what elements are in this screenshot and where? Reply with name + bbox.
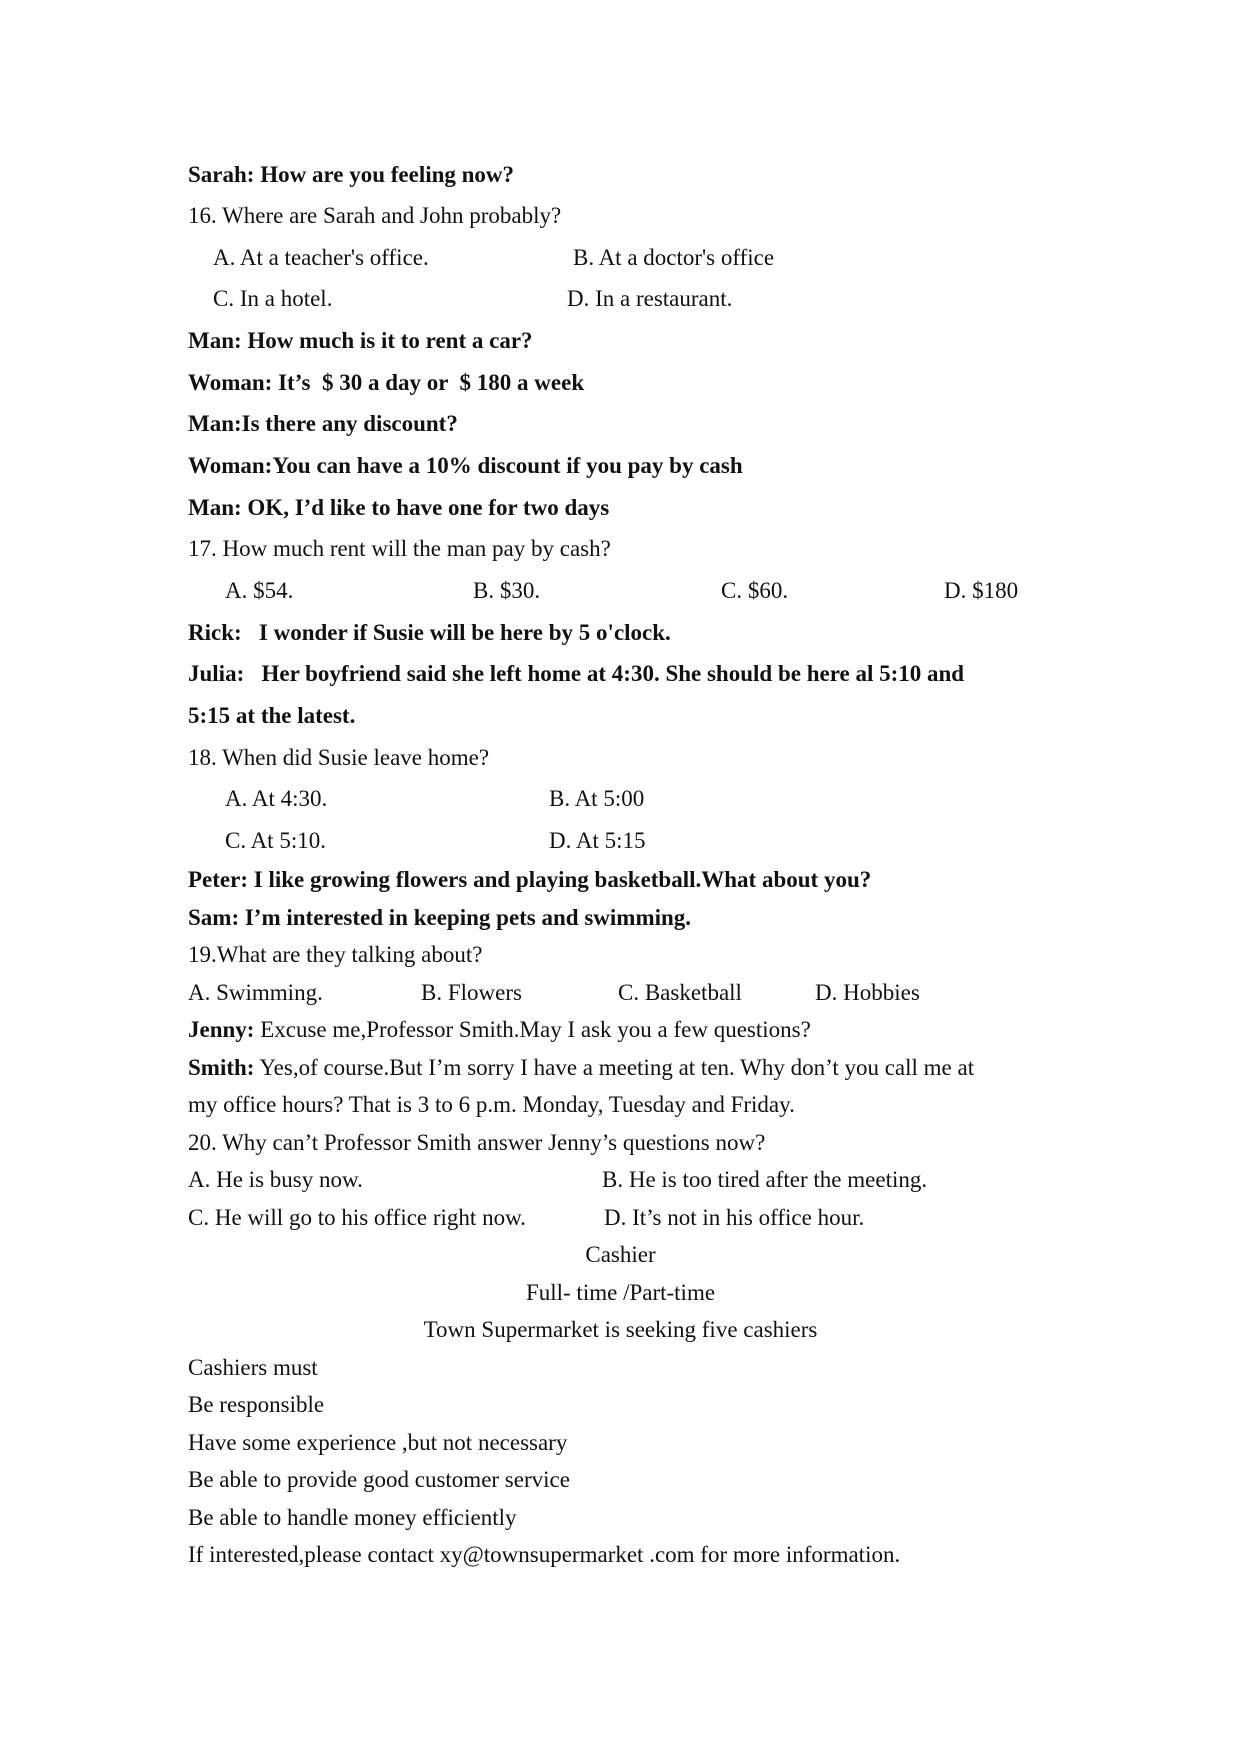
ad-line: Be able to provide good customer service: [188, 1467, 570, 1492]
ad-line: Have some experience ,but not necessary: [188, 1430, 568, 1455]
q20-option-c: C. He will go to his office right now.: [188, 1205, 526, 1230]
dialog-line: Man: How much is it to rent a car?: [188, 328, 533, 353]
q17-option-b: B. $30.: [473, 578, 541, 603]
q16-option-c: C. In a hotel.: [213, 286, 333, 311]
dialog-line: Julia: Her boyfriend said she left home at 4:30. She should be here al 5:10 and: [188, 661, 965, 686]
dialog-line: Sam: I’m interested in keeping pets and swimming.: [188, 905, 692, 930]
dialog-line: [188, 1016, 1068, 1044]
q18-option-d: D. At 5:15: [549, 828, 646, 853]
question-16: 16. Where are Sarah and John probably?: [188, 203, 562, 228]
q17-option-c: C. $60.: [721, 578, 789, 603]
ad-line: Be responsible: [188, 1392, 325, 1417]
q19-option-c: C. Basketball: [618, 980, 742, 1005]
speaker-label: Smith:: [188, 1055, 255, 1080]
dialog-line: Woman:You can have a 10% discount if you pay by cash: [188, 453, 743, 478]
question-20: 20. Why can’t Professor Smith answer Jenny’s questions now?: [188, 1130, 766, 1155]
q16-option-a: A. At a teacher's office.: [213, 245, 429, 270]
dialog-text: Excuse me,Professor Smith.May I ask you a few questions?: [254, 1017, 811, 1042]
q18-option-c: C. At 5:10.: [225, 828, 326, 853]
dialog-line: 5:15 at the latest.: [188, 703, 356, 728]
ad-contact-line: If interested,please contact xy@townsupermarket .com for more information.: [188, 1542, 901, 1567]
dialog-line: Rick: I wonder if Susie will be here by 5 o'clock.: [188, 620, 671, 645]
dialog-line: my office hours? That is 3 to 6 p.m. Monday, Tuesday and Friday.: [188, 1092, 795, 1117]
dialog-line: Sarah: How are you feeling now?: [188, 162, 515, 187]
q16-option-b: B. At a doctor's office: [573, 245, 775, 270]
dialog-line: Man:Is there any discount?: [188, 411, 458, 436]
dialog-line: Peter: I like growing flowers and playing basketball.What about you?: [188, 867, 872, 892]
question-17: 17. How much rent will the man pay by cash?: [188, 536, 611, 561]
q19-option-d: D. Hobbies: [815, 980, 920, 1005]
dialog-line: Woman: It’s $ 30 a day or $ 180 a week: [188, 370, 585, 395]
speaker-label: Jenny:: [188, 1017, 255, 1042]
q20-option-d: D. It’s not in his office hour.: [604, 1205, 865, 1230]
q17-option-a: A. $54.: [225, 578, 294, 603]
ad-title: Cashier: [585, 1242, 656, 1267]
dialog-text: Yes,of course.But I’m sorry I have a meeting at ten. Why don’t you call me at: [254, 1055, 975, 1080]
question-19: 19.What are they talking about?: [188, 942, 483, 967]
dialog-line: Man: OK, I’d like to have one for two days: [188, 495, 610, 520]
dialog-line: [188, 1054, 1068, 1082]
question-18: 18. When did Susie leave home?: [188, 745, 490, 770]
q16-option-d: D. In a restaurant.: [567, 286, 733, 311]
q19-option-a: A. Swimming.: [188, 980, 323, 1005]
ad-headline: Town Supermarket is seeking five cashiers: [423, 1317, 818, 1342]
ad-line: Cashiers must: [188, 1355, 318, 1380]
q17-option-d: D. $180: [944, 578, 1019, 603]
q18-option-a: A. At 4:30.: [225, 786, 328, 811]
q19-option-b: B. Flowers: [421, 980, 522, 1005]
q18-option-b: B. At 5:00: [549, 786, 645, 811]
ad-line: Be able to handle money efficiently: [188, 1505, 517, 1530]
q20-option-b: B. He is too tired after the meeting.: [602, 1167, 928, 1192]
q20-option-a: A. He is busy now.: [188, 1167, 363, 1192]
ad-subtitle: Full- time /Part-time: [525, 1280, 716, 1305]
